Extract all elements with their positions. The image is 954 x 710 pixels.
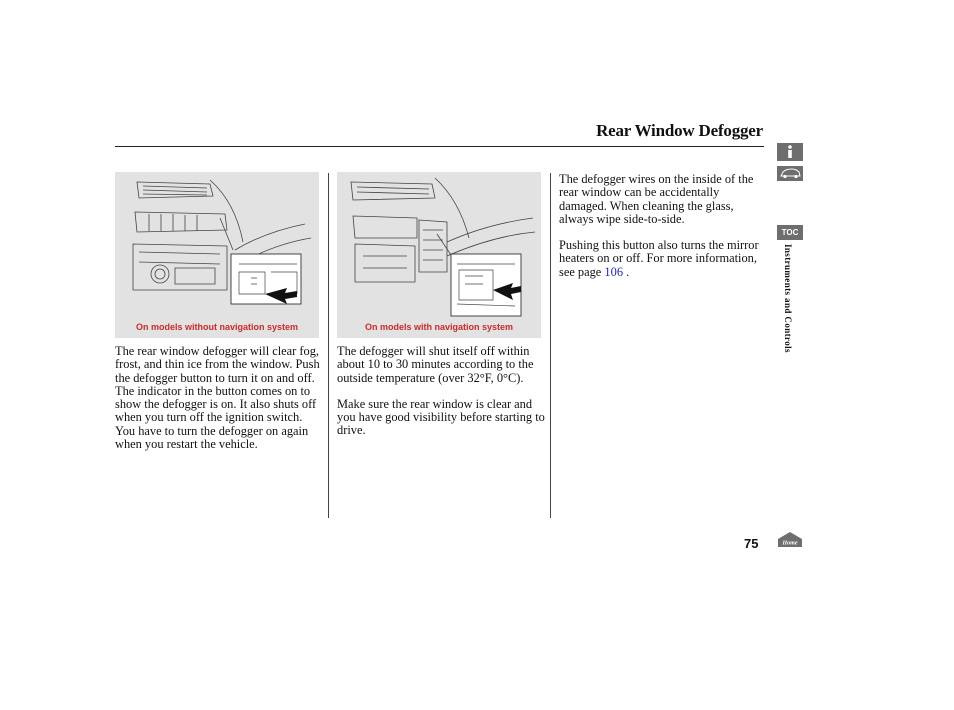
toc-label: TOC bbox=[781, 228, 799, 237]
paragraph: The defogger wires on the inside of the rear window can be accidentally damaged. When cleaning the glass, always wipe side-to-side. bbox=[559, 172, 754, 226]
figure-caption: On models without navigation system bbox=[135, 322, 299, 332]
paragraph-end: . bbox=[623, 264, 630, 279]
home-label: Home bbox=[782, 540, 798, 547]
figure-caption: On models with navigation system bbox=[364, 322, 514, 332]
column-divider bbox=[550, 173, 551, 518]
column-2-text bbox=[337, 345, 545, 451]
paragraph bbox=[559, 239, 759, 279]
toc-button[interactable] bbox=[777, 225, 803, 240]
page-link[interactable]: 106 bbox=[604, 264, 624, 279]
section-label: Instruments and Controls bbox=[783, 244, 793, 353]
title-rule bbox=[115, 146, 764, 147]
info-icon[interactable] bbox=[777, 143, 803, 161]
column-3-text bbox=[559, 173, 759, 292]
figure-without-nav bbox=[115, 172, 319, 338]
figure-with-nav bbox=[337, 172, 541, 338]
paragraph-text: Pushing this button also turns the mirror heaters on or off. For more information, see page bbox=[559, 238, 759, 279]
home-icon bbox=[777, 531, 803, 548]
car-icon[interactable] bbox=[777, 166, 803, 181]
paragraph: The defogger will shut itself off within about 10 to 30 minutes according to the outside temperature (over 32°F, 0°C). bbox=[337, 344, 534, 385]
paragraph: The rear window defogger will clear fog, frost, and thin ice from the window. Push the defogger button to turn it on and off. The indicator in the button comes on to show the defogger is on. It also shuts off when you turn off the ignition switch. You have to turn the defogger on again when you restart the vehicle. bbox=[115, 344, 320, 452]
dashboard-illustration bbox=[115, 172, 319, 338]
home-button[interactable] bbox=[777, 531, 803, 548]
column-1-text bbox=[115, 345, 322, 464]
paragraph: Make sure the rear window is clear and you have good visibility before starting to drive. bbox=[337, 396, 545, 438]
column-divider bbox=[328, 173, 329, 518]
page-number: 75 bbox=[744, 536, 759, 551]
dashboard-illustration bbox=[337, 172, 541, 338]
page-title: Rear Window Defogger bbox=[596, 121, 763, 140]
